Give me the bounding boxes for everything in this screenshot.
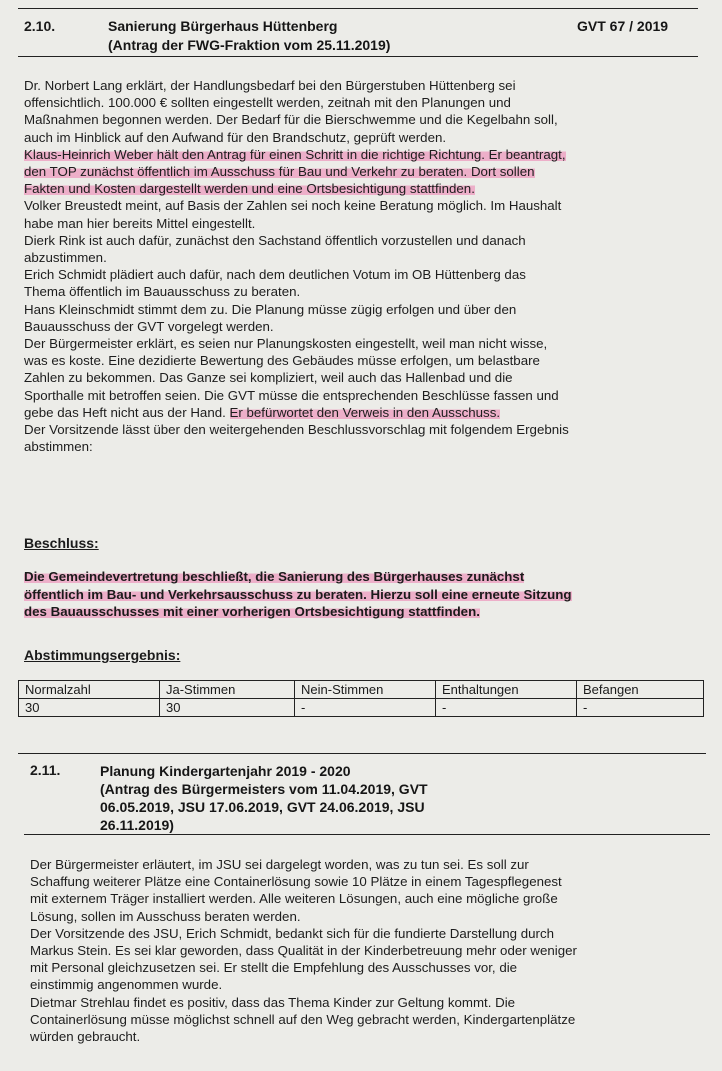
text-line: auch im Hinblick auf den Aufwand für den Brandschutz, geprüft werden. <box>24 129 447 145</box>
highlight-marker: Klaus-Heinrich Weber hält den Antrag für einen Schritt in die richtige Richtung. Er beantragt, <box>24 146 566 162</box>
discussion-text <box>30 856 720 1045</box>
text-line: Der Bürgermeister erläutert, im JSU sei dargelegt worden, was zu tun sei. Es soll zur <box>30 857 529 872</box>
text-line: offensichtlich. 100.000 € sollten eingestellt werden, zeitnah mit den Planungen und <box>24 95 511 111</box>
text-line: Schaffung weiterer Plätze eine Containerlösung sowie 10 Plätze in einem Tagespflegenest <box>30 874 562 890</box>
text-line: abzustimmen. <box>24 250 107 266</box>
highlighted-line <box>24 180 714 197</box>
text-line: Volker Breustedt meint, auf Basis der Zahlen sei noch keine Beratung möglich. Im Haushalt <box>24 198 562 214</box>
resolution-text <box>24 568 714 621</box>
text-line: mit externem Träger installiert werden. Alle weiteren Lösungen, auch eine mögliche große <box>30 891 558 907</box>
highlighted-line <box>24 163 714 180</box>
vote-header-cell: Ja-Stimmen <box>160 681 295 699</box>
header-rule <box>18 56 698 57</box>
highlight-marker: Die Gemeindevertretung beschließt, die Sanierung des Bürgerhauses zunächst <box>24 569 525 584</box>
vote-heading: Abstimmungsergebnis: <box>24 647 181 663</box>
text-line: Thema öffentlich im Bauausschuss zu beraten. <box>24 284 301 300</box>
vote-value-cell: - <box>295 699 436 717</box>
vote-value-cell: - <box>436 699 577 717</box>
text-line: mit Personal gleichzusetzen sei. Er stellt die Empfehlung des Ausschusses vor, die <box>30 960 518 976</box>
item-title-block <box>100 762 428 834</box>
text-line-mixed <box>24 404 714 421</box>
item-number: 2.11. <box>30 762 61 778</box>
text-line: würden gebraucht. <box>30 1029 141 1045</box>
text-line: Markus Stein. Es sei klar geworden, dass Qualität in der Kinderbetreuung mehr oder weniger <box>30 943 577 959</box>
highlighted-line <box>24 146 714 163</box>
item-title-line: (Antrag des Bürgermeisters vom 11.04.2019, GVT <box>100 781 428 797</box>
vote-header-row <box>19 681 704 699</box>
text-line: Dietmar Strehlau findet es positiv, dass das Thema Kinder zur Geltung kommt. Die <box>30 994 516 1010</box>
vote-value-row <box>19 699 704 717</box>
text-line: Dierk Rink ist auch dafür, zunächst den Sachstand öffentlich vorzustellen und danach <box>24 232 526 248</box>
text-line: Lösung, sollen im Ausschuss beraten werden. <box>30 908 301 924</box>
item-title-line: Planung Kindergartenjahr 2019 - 2020 <box>100 763 351 779</box>
text-line: Sporthalle mit betroffen seien. Die GVT müsse die entsprechenden Beschlüsse fassen und <box>24 387 559 403</box>
text-line: habe man hier bereits Mittel eingestellt. <box>24 215 256 231</box>
text-line: Der Vorsitzende des JSU, Erich Schmidt, bedankt sich für die fundierte Darstellung durch <box>30 925 555 941</box>
item-title-line: 26.11.2019) <box>100 817 174 833</box>
text-line: abstimmen: <box>24 439 93 455</box>
item-title-line: 06.05.2019, JSU 17.06.2019, GVT 24.06.2019, JSU <box>100 799 425 815</box>
highlight-marker: des Bauausschusses mit einer vorherigen Ortsbesichtigung stattfinden. <box>24 604 480 619</box>
vote-value-cell: 30 <box>160 699 295 717</box>
vote-table <box>18 680 704 717</box>
item-number: 2.10. <box>24 18 56 34</box>
text-segment: gebe das Heft nicht aus der Hand. <box>24 404 226 420</box>
vote-header-cell: Nein-Stimmen <box>295 681 436 699</box>
highlight-marker: Er befürwortet den Verweis in den Ausschuss. <box>229 404 501 420</box>
text-line: Maßnahmen begonnen werden. Der Bedarf für die Bierschwemme und die Kegelbahn soll, <box>24 112 558 128</box>
discussion-text <box>24 77 714 455</box>
text-line: Erich Schmidt plädiert auch dafür, nach dem deutlichen Votum im OB Hüttenberg das <box>24 267 526 283</box>
highlight-marker: öffentlich im Bau- und Verkehrsausschuss zu beraten. Hierzu soll eine erneute Sitzung <box>24 586 572 602</box>
text-line: Bauausschuss der GVT vorgelegt werden. <box>24 318 274 334</box>
item-subtitle: (Antrag der FWG-Fraktion vom 25.11.2019) <box>108 37 391 53</box>
item-reference: GVT 67 / 2019 <box>577 18 669 34</box>
text-line: Hans Kleinschmidt stimmt dem zu. Die Planung müsse zügig erfolgen und über den <box>24 301 517 317</box>
highlight-marker: den TOP zunächst öffentlich im Ausschuss für Bau und Verkehr zu beraten. Dort sollen <box>24 164 535 180</box>
vote-header-cell: Enthaltungen <box>436 681 577 699</box>
highlight-marker: Fakten und Kosten dargestellt werden und eine Ortsbesichtigung stattfinden. <box>24 181 475 197</box>
vote-header-cell: Befangen <box>577 681 704 699</box>
resolution-heading: Beschluss: <box>24 535 99 551</box>
text-line: Dr. Norbert Lang erklärt, der Handlungsbedarf bei den Bürgerstuben Hüttenberg sei <box>24 78 516 93</box>
text-line: einstimmig angenommen wurde. <box>30 977 223 993</box>
text-line: Der Bürgermeister erklärt, es seien nur Planungskosten eingestellt, weil man nicht wisse, <box>24 336 548 352</box>
vote-value-cell: 30 <box>19 699 160 717</box>
vote-header-cell: Normalzahl <box>19 681 160 699</box>
vote-value-cell: - <box>577 699 704 717</box>
text-line: Der Vorsitzende lässt über den weitergehenden Beschlussvorschlag mit folgendem Ergebnis <box>24 422 569 438</box>
text-line: Zahlen zu bekommen. Das Ganze sei kompliziert, weil auch das Hallenbad und die <box>24 370 513 386</box>
section-rule <box>18 753 706 754</box>
text-line: was es koste. Eine dezidierte Bewertung des Gebäudes müsse erfolgen, um belastbare <box>24 353 540 369</box>
header-rule <box>24 834 710 835</box>
item-title: Sanierung Bürgerhaus Hüttenberg <box>108 18 338 34</box>
text-line: Containerlösung müsse möglichst schnell auf den Weg gebracht werden, Kindergartenplätze <box>30 1011 576 1027</box>
top-rule <box>18 8 698 9</box>
